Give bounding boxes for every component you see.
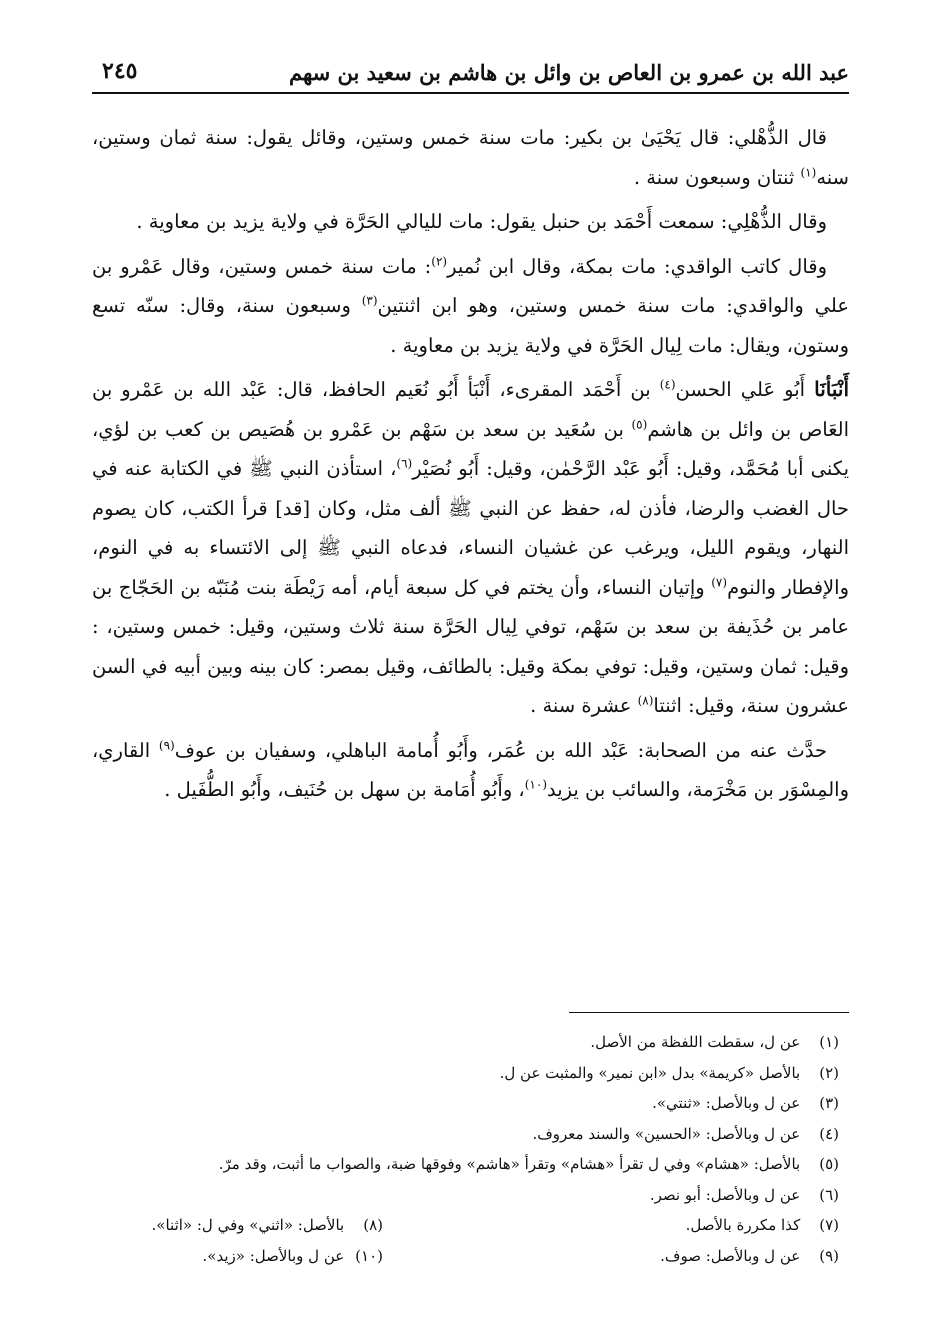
footnote-text: بالأصل «كريمة» بدل «ابن نمير» والمثبت عن ل. bbox=[499, 1063, 801, 1082]
running-title: عبد الله بن عمرو بن العاص بن وائل بن هاشم بن سعيد بن سهم bbox=[288, 60, 849, 85]
footnote-3 bbox=[92, 1088, 839, 1119]
footnote-divider bbox=[569, 1012, 849, 1013]
footnote-text: بالأصل: «اثني» وفي ل: «اثنا». bbox=[151, 1216, 345, 1234]
footnote-number: (٧) bbox=[819, 1216, 839, 1234]
footnote-ref: (٥) bbox=[631, 417, 648, 431]
footnote-1 bbox=[92, 1027, 839, 1058]
text-run: أَبُو عَلي الحسن bbox=[675, 378, 815, 401]
text-run: وإتيان النساء، وأن يختم في كل سبعة أيام، أمه رَيْطَة بنت مُنَبّه بن الحَجّاج بن عامر بن حُذَيفة بن سعد بن سَهْم، توفي لِيال الحَرَّة سنة ثلاث وستين، وقيل: خمس وستين، : وقيل: ثمان وستين، وقيل: توفي بمكة وقيل: بالطائف، وقيل بمصر: كان بينه وبين أبيه في السن عشرون سنة، وقيل: اثنتا bbox=[92, 575, 849, 717]
footnote-text: بالأصل: «هشام» وفي ل تقرأ «هشام» وتقرأ «هاشم» وفوقها ضبة، والصواب ما أثبت، وقد مرّ. bbox=[218, 1155, 801, 1173]
footnote-ref: (٩) bbox=[158, 738, 175, 752]
paragraph-narrators bbox=[92, 731, 849, 810]
footnote-ref: (٨) bbox=[637, 693, 654, 708]
main-text bbox=[92, 118, 849, 810]
footnote-ref: (٢) bbox=[431, 254, 448, 268]
text-run: وسبعون سنة، وقال: سنّه تسع وستون، ويقال: مات لِيال الحَرَّة في ولاية يزيد بن معاوية . bbox=[92, 294, 849, 357]
footnote-text: عن ل وبالأصل: «زيد». bbox=[202, 1246, 345, 1265]
footnote-ref: (١٠) bbox=[524, 777, 547, 792]
text-run: : مات سنة خمس وستين، وقال عَمْرو بن علي والواقدي: مات سنة خمس وستين، وهو ابن اثنتين bbox=[92, 254, 849, 317]
paragraph-dhuhli-yahya bbox=[92, 118, 849, 197]
text-run: بن سُعَيد بن سعد بن سَهْم بن عَمْرو بن هُصَيص بن كعب بن لؤي، يكنى أبا مُحَمَّد، وقيل: أَبُو عَبْد الرَّحْمٰن، وقيل: أَبُو نُصَيْر bbox=[92, 417, 849, 480]
footnote-6 bbox=[92, 1180, 839, 1211]
text-run: وقال كاتب الواقدي: مات بمكة، وقال ابن نُمير bbox=[447, 254, 828, 278]
text-run: ، وأَبُو أُمَامة بن سهل بن حُنَيف، وأَبُو الطُّفَيل . bbox=[164, 778, 525, 801]
footnote-number: (٦) bbox=[819, 1185, 839, 1204]
text-run: قال الذُّهْلي: قال يَحْيَىٰ بن بكير: مات سنة خمس وستين، وقائل يقول: سنة ثمان وستين، سنه bbox=[92, 126, 849, 189]
footnote-ref: (٦) bbox=[396, 456, 413, 471]
footnotes bbox=[92, 1027, 839, 1271]
page-header bbox=[92, 52, 849, 94]
footnote-5 bbox=[92, 1149, 839, 1180]
footnote-number: (٣) bbox=[819, 1094, 839, 1112]
footnote-ref: (٤) bbox=[659, 377, 676, 392]
paragraph-waqidi bbox=[92, 247, 849, 366]
footnote-text: كذا مكررة بالأصل. bbox=[685, 1216, 801, 1234]
footnote-number: (٩) bbox=[819, 1246, 839, 1265]
footnote-10 bbox=[203, 1241, 419, 1272]
text-run: القاري، والمِسْوَر بن مَخْرَمة، والسائب بن يزيد bbox=[92, 738, 849, 801]
footnote-2 bbox=[92, 1058, 839, 1089]
text-run: بن أَحْمَد المقرىء، أَنْبَأ أَبُو نُعَيم الحافظ، قال: عَبْد الله بن عَمْرو بن العَاص بن وائل بن هاشم bbox=[92, 378, 849, 441]
footnote-number: (٤) bbox=[819, 1124, 839, 1143]
footnote-text: عن ل وبالأصل: «ثنتي». bbox=[652, 1094, 801, 1112]
footnote-9 bbox=[419, 1241, 839, 1272]
footnote-row bbox=[92, 1210, 839, 1241]
text-run: ثنتان وسبعون سنة . bbox=[633, 165, 801, 189]
footnote-number: (٢) bbox=[819, 1063, 839, 1082]
footnote-text: عن ل وبالأصل: «الحسين» والسند معروف. bbox=[532, 1124, 801, 1143]
text-run: عشرة سنة . bbox=[530, 694, 638, 717]
header-divider bbox=[92, 92, 849, 94]
footnote-number: (١٠) bbox=[355, 1246, 383, 1265]
footnote-text: عن ل وبالأصل: صوف. bbox=[660, 1246, 801, 1265]
paragraph-biography bbox=[92, 370, 849, 726]
footnote-text: عن ل وبالأصل: أبو نصر. bbox=[649, 1185, 801, 1204]
footnote-number: (١) bbox=[819, 1033, 839, 1051]
footnote-7 bbox=[419, 1210, 839, 1241]
page-number: ٢٤٥ bbox=[102, 58, 138, 84]
footnote-4 bbox=[92, 1119, 839, 1150]
footnote-ref: (٧) bbox=[711, 575, 728, 589]
footnote-number: (٥) bbox=[819, 1155, 839, 1173]
footnote-row bbox=[92, 1241, 839, 1272]
text-run: ، استأذن النبي ﷺ في الكتابة عنه في حال الغضب والرضا، فأذن له، حفظ عن النبي ﷺ ألف مثل، وكان [قد] قرأ الكتب، كان يصوم النهار، ويقوم الليل، ويرغب عن غشيان النساء، فدعاه النبي ﷺ إلى الائتساء به في النوم، والإفطار والنوم bbox=[92, 457, 850, 599]
footnote-ref: (١) bbox=[800, 165, 817, 179]
text-run: حدَّث عنه من الصحابة: عَبْد الله بن عُمَر، وأَبُو أُمامة الباهلي، وسفيان بن عوف bbox=[174, 738, 828, 762]
text-run: وقال الذُّهْلِي: سمعت أَحْمَد بن حنبل يقول: مات لليالي الحَرَّة في ولاية يزيد بن معاوية . bbox=[136, 210, 827, 233]
footnote-text: عن ل، سقطت اللفظة من الأصل. bbox=[590, 1033, 801, 1051]
footnote-number: (٨) bbox=[363, 1216, 383, 1234]
anbaana-lead: أَنْبَأنَا bbox=[814, 377, 850, 401]
footnote-ref: (٣) bbox=[361, 293, 378, 308]
paragraph-dhuhli-ahmad bbox=[92, 202, 849, 242]
footnote-8 bbox=[152, 1210, 419, 1241]
